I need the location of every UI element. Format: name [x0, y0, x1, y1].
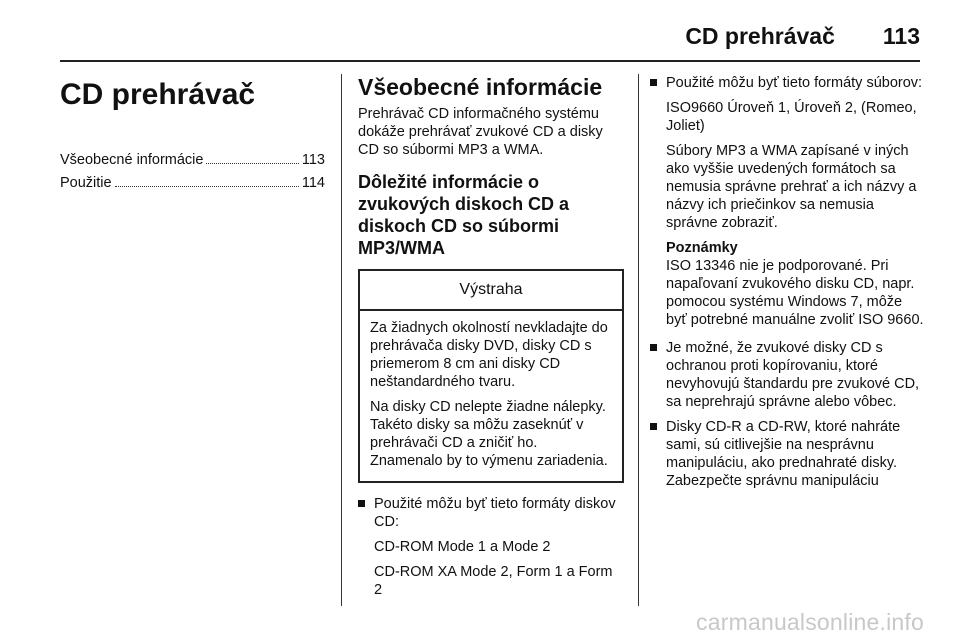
list-item-detail: Súbory MP3 a WMA zapísané v iných ako vyššie uvedených formátoch sa nemusia správne prehrať a ich názvy a názvy ich priečinkov sa nemusia správne zobraziť. [666, 143, 917, 231]
list-item-detail: CD-ROM Mode 1 a Mode 2 [374, 539, 551, 555]
toc-entry-page: 113 [301, 152, 325, 168]
header-title: CD prehrávač [685, 22, 835, 49]
section-heading: Všeobecné informácie [358, 74, 603, 100]
toc-entry[interactable] [60, 152, 325, 168]
header-rule [60, 60, 920, 62]
intro-paragraph: Prehrávač CD informačného systému dokáže prehrávať zvukové CD a disky CD so súbormi MP3 a WMA. [358, 106, 603, 158]
toc-entry[interactable] [60, 175, 325, 191]
bullet-list [358, 495, 624, 599]
note-text: ISO 13346 nie je podporované. Pri napaľovaní zvukového disku CD, napr. pomocou systému Windows 7, môže byť potrebné manuálne zvoliť ISO 9660. [666, 258, 924, 328]
warning-body [360, 311, 622, 481]
toc-leader [206, 163, 298, 164]
table-of-contents [60, 152, 325, 191]
bullet-square-icon [358, 500, 365, 507]
list-item [358, 495, 624, 531]
warning-paragraph: Na disky CD nelepte žiadne nálepky. Takéto disky sa môžu zaseknúť v prehrávači CD a zničiť ho. Znamenalo by to výmenu zariadenia. [370, 399, 608, 469]
chapter-title: CD prehrávač [60, 78, 256, 111]
page-header [60, 18, 920, 54]
subsection-heading: Dôležité informácie o zvukových diskoch CD a diskoch CD so súbormi MP3/WMA [358, 172, 570, 258]
bullet-square-icon [650, 423, 657, 430]
list-item-detail: ISO9660 Úroveň 1, Úroveň 2, (Romeo, Joliet) [666, 100, 917, 134]
list-item [650, 74, 925, 92]
toc-leader [115, 186, 299, 187]
warning-title: Výstraha [360, 271, 622, 311]
column-divider [341, 74, 342, 606]
bullet-square-icon [650, 79, 657, 86]
watermark: carmanualsonline.info [696, 609, 924, 635]
column-formats [650, 74, 925, 497]
page-number: 113 [882, 22, 920, 49]
column-toc [60, 74, 325, 198]
column-general-info [358, 74, 624, 606]
list-item-text: Použité môžu byť tieto formáty súborov: [666, 75, 923, 91]
list-item [650, 418, 925, 490]
column-divider [638, 74, 639, 606]
toc-entry-label: Použitie [60, 175, 112, 191]
list-item-text: Použité môžu byť tieto formáty diskov CD: [374, 496, 616, 530]
warning-box [358, 269, 624, 483]
list-item [650, 339, 925, 411]
bullet-square-icon [650, 344, 657, 351]
toc-entry-page: 114 [301, 175, 325, 191]
list-item-detail: CD-ROM XA Mode 2, Form 1 a Form 2 [374, 564, 613, 598]
toc-entry-label: Všeobecné informácie [60, 152, 204, 168]
note-title: Poznámky [666, 240, 738, 256]
warning-paragraph: Za žiadnych okolností nevkladajte do prehrávača disky DVD, disky CD s priemerom 8 cm ani disky CD neštandardného tvaru. [370, 320, 608, 390]
note-block [650, 239, 925, 329]
list-item-text: Disky CD-R a CD-RW, ktoré nahráte sami, sú citlivejšie na nesprávnu manipuláciu, ako prednahraté disky. Zabezpečte správnu manipuláciu [666, 419, 901, 489]
list-item-text: Je možné, že zvukové disky CD s ochranou proti kopírovaniu, ktoré nevyhovujú štandardu pre zvukové CD, sa neprehrajú správne alebo vôbec. [666, 340, 920, 410]
